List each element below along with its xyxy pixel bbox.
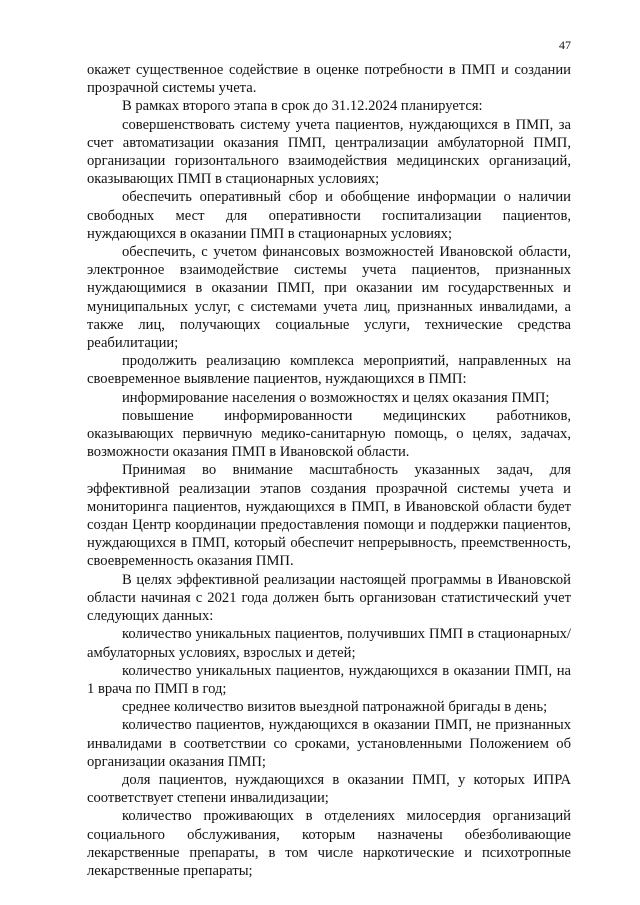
paragraph-10: В целях эффективной реализации настоящей программы в Ивановской области начиная с 2021 года должен быть организован статистический учет следующих данных: [87, 571, 571, 625]
paragraph-5: обеспечить, с учетом финансовых возможностей Ивановской области, электронное взаимодействие системы учета пациентов, признанных нуждающимися в оказании ПМП, при оказании им государственных и муниципальных услуг, с системами учета лиц, признанных инвалидами, а также лиц, получающих социальные услуги, технические средства реабилитации; [87, 244, 571, 352]
page-number: 47 [559, 38, 571, 52]
paragraph-7: информирование населения о возможностях и целях оказания ПМП; [122, 389, 550, 406]
paragraph-2: В рамках второго этапа в срок до 31.12.2024 планируется: [122, 98, 483, 115]
paragraph-6: продолжить реализацию комплекса мероприятий, направленных на своевременное выявление пациентов, нуждающихся в ПМП: [87, 353, 571, 388]
paragraph-13: среднее количество визитов выездной патронажной бригады в день; [122, 699, 548, 716]
paragraph-4: обеспечить оперативный сбор и обобщение информации о наличии свободных мест для оперативности госпитализации пациентов, нуждающихся в оказании ПМП в стационарных условиях; [87, 189, 571, 242]
paragraph-8: повышение информированности медицинских работников, оказывающих первичную медико-санитарную помощь, о целях, задачах, возможности оказания ПМП в Ивановской области. [87, 407, 571, 461]
paragraph-14: количество пациентов, нуждающихся в оказании ПМП, не признанных инвалидами в соответствии со сроками, установленными Положением об организации оказания ПМП; [87, 717, 571, 770]
paragraph-3: совершенствовать систему учета пациентов, нуждающихся в ПМП, за счет автоматизации оказания ПМП, централизации амбулаторной ПМП, организации горизонтального взаимодействия медицинских организаций, оказывающих ПМП в стационарных условиях; [87, 116, 571, 188]
paragraph-12: количество уникальных пациентов, нуждающихся в оказании ПМП, на 1 врача по ПМП в год; [87, 662, 571, 697]
body-text [87, 61, 571, 880]
paragraph-11: количество уникальных пациентов, получивших ПМП в стационарных/амбулаторных условиях, взрослых и детей; [87, 626, 571, 661]
paragraph-16: количество проживающих в отделениях милосердия организаций социального обслуживания, которым назначены обезболивающие лекарственные препараты, в том числе наркотические и психотропные лекарственные препараты; [87, 808, 571, 879]
paragraph-15: доля пациентов, нуждающихся в оказании ПМП, у которых ИПРА соответствует степени инвалидизации; [87, 771, 571, 807]
paragraph-1: окажет существенное содействие в оценке потребности в ПМП и создании прозрачной системы учета. [87, 62, 571, 97]
paragraph-9: Принимая во внимание масштабность указанных задач, для эффективной реализации этапов создания прозрачной системы учета и мониторинга пациентов, нуждающихся в ПМП, в Ивановской области будет создан Центр координации предоставления помощи и поддержки пациентов, нуждающихся в ПМП, который обеспечит непрерывность, преемственность, своевременность оказания ПМП. [87, 462, 571, 570]
